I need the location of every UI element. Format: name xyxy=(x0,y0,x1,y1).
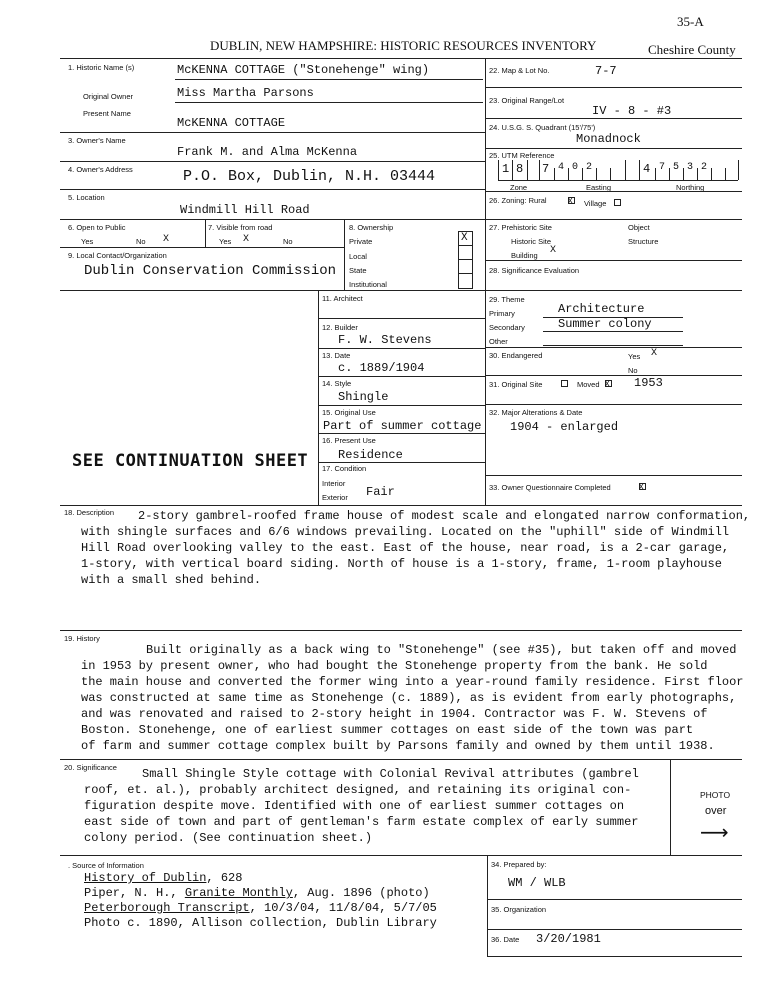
significance-line: figuration despite move. Identified with one of earliest summer cottages on xyxy=(84,799,625,813)
ownership-private: Private xyxy=(349,237,373,246)
present-name: McKENNA COTTAGE xyxy=(177,116,286,130)
object-label: Object xyxy=(628,223,650,232)
utm-zone-digit: 1 xyxy=(502,162,510,176)
prepared-by: WM / WLB xyxy=(508,876,566,890)
present-use: Residence xyxy=(338,448,403,462)
source-title: History of Dublin xyxy=(84,871,207,885)
style: Shingle xyxy=(338,390,389,404)
visible-mark: X xyxy=(243,234,250,245)
local-contact-label: 9. Local Contact/Organization xyxy=(68,251,167,260)
moved-year: 1953 xyxy=(634,376,663,390)
owners-name: Frank M. and Alma McKenna xyxy=(177,145,358,159)
history-line: Built originally as a back wing to "Stonehenge" (see #35), but taken off and moved xyxy=(146,643,737,657)
quadrant: Monadnock xyxy=(576,132,641,146)
date-prepared-label: 36. Date xyxy=(491,935,520,944)
owners-address: P.O. Box, Dublin, N.H. 03444 xyxy=(183,168,436,185)
history-line: of farm and summer cottage complex built by Parsons family and owned by them until 1938. xyxy=(81,739,715,753)
range-lot-label: 23. Original Range/Lot xyxy=(489,96,565,105)
history-label: 19. History xyxy=(64,634,100,643)
photo-over: over xyxy=(705,805,727,817)
zoning-rural-mark: x xyxy=(568,195,573,205)
location: Windmill Hill Road xyxy=(180,203,310,217)
primary-theme: Architecture xyxy=(558,302,645,316)
utm-northing-digit: 5 xyxy=(673,162,680,173)
original-use: Part of summer cottage xyxy=(323,419,482,433)
prepared-label: 34. Prepared by: xyxy=(491,860,547,869)
utm-northing-digit: 7 xyxy=(659,162,666,173)
theme-label: 29. Theme xyxy=(489,295,525,304)
open-yes: Yes xyxy=(81,237,94,246)
significance-line: east side of town and part of gentleman's farm estate complex of early summer xyxy=(84,815,639,829)
endangered-label: 30. Endangered xyxy=(489,351,543,360)
open-public-mark: X xyxy=(163,234,170,245)
description-line: Hill Road overlooking valley to the east. East of the house, near road, is a 2-car garage, xyxy=(81,541,730,555)
utm-label: 25. UTM Reference xyxy=(489,151,555,160)
history-line: and was renovated and raised to 2-story height in 1904. Contractor was F. W. Stevens of xyxy=(81,707,708,721)
local-contact: Dublin Conservation Commission xyxy=(84,263,337,279)
exterior: Fair xyxy=(366,485,395,499)
source-line: Peterborough Transcript, 10/3/04, 11/8/04, 5/7/05 xyxy=(84,901,437,915)
original-site-checkbox xyxy=(561,380,568,387)
significance-label: 20. Significance xyxy=(64,763,117,772)
questionnaire-mark: x xyxy=(639,481,644,491)
history-line: was constructed at same time as Stonehenge (c. 1889), as is evident from early photographs, xyxy=(81,691,737,705)
date-prepared: 3/20/1981 xyxy=(536,932,601,946)
history-line: in 1953 by present owner, who had bought the Stonehenge property from the bank. He sold xyxy=(81,659,708,673)
style-label: 14. Style xyxy=(322,379,352,388)
present-use-label: 16. Present Use xyxy=(322,436,376,445)
source-line: History of Dublin, 628 xyxy=(84,871,243,885)
exterior-label: Exterior xyxy=(322,493,348,502)
builder: F. W. Stevens xyxy=(338,333,432,347)
utm-easting-digit: 4 xyxy=(558,162,565,173)
secondary-theme: Summer colony xyxy=(558,317,652,331)
significance-line: colony period. (See continuation sheet.) xyxy=(84,831,373,845)
ownership-institutional: Institutional xyxy=(349,280,387,289)
zoning-village: Village xyxy=(584,199,607,208)
utm-northing-digit: 3 xyxy=(687,162,694,173)
alterations: 1904 - enlarged xyxy=(510,420,619,434)
form-title: DUBLIN, NEW HAMPSHIRE: HISTORIC RESOURCES INVENTORY xyxy=(210,38,597,53)
architect-label: 11. Architect xyxy=(322,294,363,303)
visible-yes: Yes xyxy=(219,237,232,246)
original-use-label: 15. Original Use xyxy=(322,408,376,417)
county: Cheshire County xyxy=(648,42,736,57)
historic-name-label: 1. Historic Name (s) xyxy=(68,63,135,72)
utm-northing-digit: 2 xyxy=(701,162,708,173)
ownership-mark: X xyxy=(461,232,468,244)
utm-northing-label: Northing xyxy=(676,183,705,192)
history-line: Boston. Stonehenge, one of earliest summer cottages on east side of the town was part xyxy=(81,723,694,737)
moved-label: Moved xyxy=(577,380,600,389)
form-number: 35-A xyxy=(677,14,704,29)
utm-easting-label: Easting xyxy=(586,183,612,192)
prehistoric-label: 27. Prehistoric Site xyxy=(489,223,552,232)
arrow-right-icon: ⟶ xyxy=(700,820,729,844)
utm-zone-digit: 8 xyxy=(516,162,524,176)
zoning-village-checkbox xyxy=(614,199,621,206)
significance-line: Small Shingle Style cottage with Colonial Revival attributes (gambrel xyxy=(142,767,639,781)
original-owner-label: Original Owner xyxy=(83,92,134,101)
location-label: 5. Location xyxy=(68,193,105,202)
endangered-no: No xyxy=(628,366,638,375)
utm-easting-digit: 2 xyxy=(586,162,593,173)
original-site-label: 31. Original Site xyxy=(489,380,543,389)
description-label: 18. Description xyxy=(64,508,115,517)
structure-label: Structure xyxy=(628,237,659,246)
moved-mark: x xyxy=(605,378,610,388)
builder-label: 12. Builder xyxy=(322,323,358,332)
open-public-label: 6. Open to Public xyxy=(68,223,126,232)
history-line: the main house and converted the former wing into a year-round family residence. First floor xyxy=(81,675,744,689)
ownership-local: Local xyxy=(349,252,367,261)
quadrant-label: 24. U.S.G. S. Quadrant (15'/75') xyxy=(489,123,596,132)
owners-address-label: 4. Owner's Address xyxy=(68,165,133,174)
range-lot: IV - 8 - #3 xyxy=(592,104,672,118)
significance-eval-label: 28. Significance Evaluation xyxy=(489,266,580,275)
interior-label: Interior xyxy=(322,479,346,488)
utm-zone-label: Zone xyxy=(510,183,528,192)
organization-label: 35. Organization xyxy=(491,905,547,914)
endangered-yes: Yes xyxy=(628,352,641,361)
source-line: Photo c. 1890, Allison collection, Dublin Library xyxy=(84,916,437,930)
source-line: Piper, N. H., Granite Monthly, Aug. 1896 (photo) xyxy=(84,886,430,900)
endangered-mark: X xyxy=(651,348,658,359)
condition-label: 17. Condition xyxy=(322,464,367,473)
description-line: with shingle surfaces and 6/6 windows prevailing. Located on the "uphill" side of Windmill xyxy=(81,525,730,539)
historic-name: McKENNA COTTAGE ("Stonehenge" wing) xyxy=(177,63,430,77)
description-line: 2-story gambrel-roofed frame house of modest scale and elongated narrow conformation, xyxy=(138,509,751,523)
utm-easting-digit: 0 xyxy=(572,162,579,173)
source-title: Peterborough Transcript xyxy=(84,901,250,915)
other-label: Other xyxy=(489,337,508,346)
map-lot-label: 22. Map & Lot No. xyxy=(489,66,550,75)
visible-no: No xyxy=(283,237,293,246)
date-label: 13. Date xyxy=(322,351,351,360)
sources-label: . Source of Information xyxy=(68,861,144,870)
historic-site-label: Historic Site xyxy=(511,237,552,246)
description-line: 1-story, with vertical board siding. North of house is a 1-story, frame, 1-room playhouse xyxy=(81,557,722,571)
original-owner: Miss Martha Parsons xyxy=(177,86,314,100)
ownership-state: State xyxy=(349,266,367,275)
utm-easting-digit: 7 xyxy=(542,162,550,176)
ownership-label: 8. Ownership xyxy=(349,223,394,232)
open-no: No xyxy=(136,237,146,246)
zoning-label: 26. Zoning: Rural xyxy=(489,196,547,205)
primary-label: Primary xyxy=(489,309,515,318)
description-line: with a small shed behind. xyxy=(81,573,262,587)
building-mark: X xyxy=(550,245,557,256)
utm-northing-digit: 4 xyxy=(643,162,651,176)
significance-line: roof, et. al.), probably architect designed, and retaining its original con- xyxy=(84,783,632,797)
continuation-stamp: SEE CONTINUATION SHEET xyxy=(72,451,309,471)
alterations-label: 32. Major Alterations & Date xyxy=(489,408,583,417)
questionnaire-label: 33. Owner Questionnaire Completed xyxy=(489,483,611,492)
source-title: Granite Monthly xyxy=(184,886,293,900)
present-name-label: Present Name xyxy=(83,109,131,118)
map-lot: 7-7 xyxy=(595,64,617,78)
owners-name-label: 3. Owner's Name xyxy=(68,136,126,145)
date: c. 1889/1904 xyxy=(338,361,425,375)
visible-label: 7. Visible from road xyxy=(208,223,273,232)
secondary-label: Secondary xyxy=(489,323,525,332)
photo-label: PHOTO xyxy=(700,790,731,800)
building-label: Building xyxy=(511,251,538,260)
